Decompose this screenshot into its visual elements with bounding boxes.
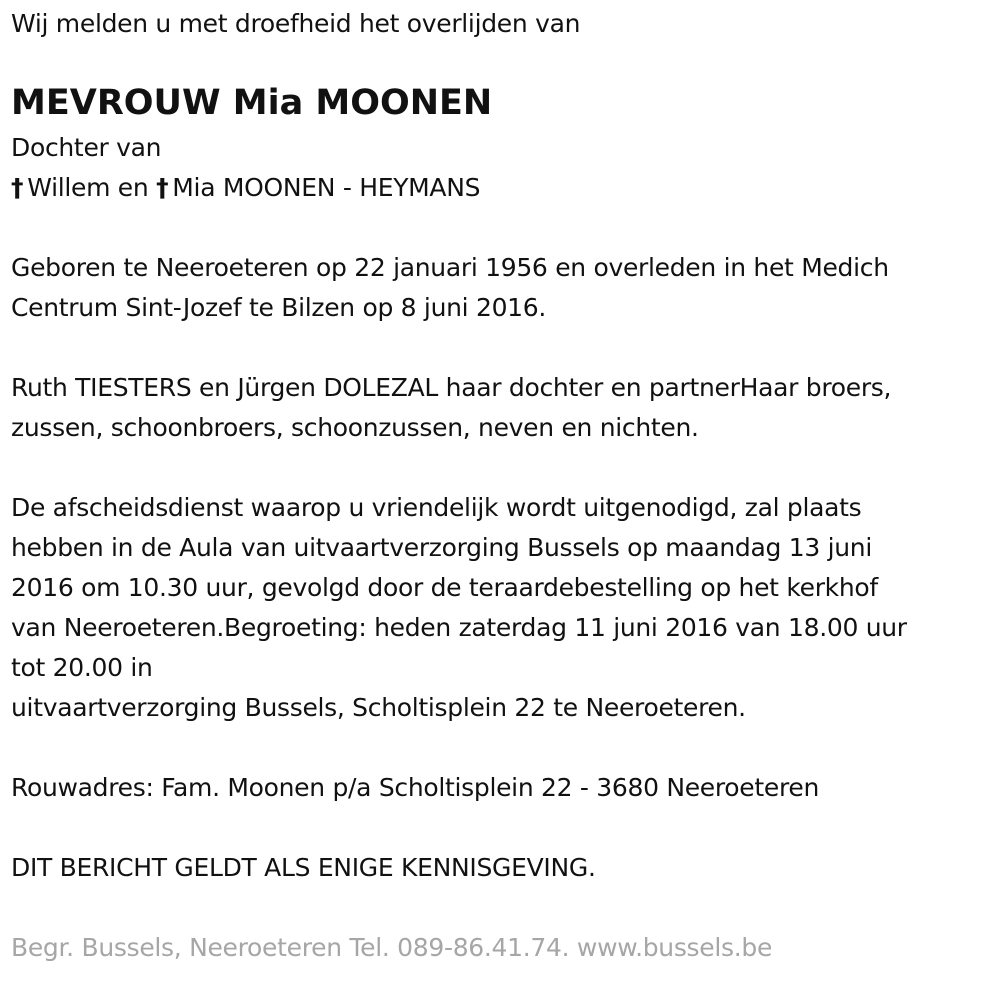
parents-line [11,168,991,208]
birth-death-line: Geboren te Neeroeteren op 22 januari 1956 en overleden in het Medich [11,253,889,282]
deceased-name: MEVROUW Mia MOONEN [11,83,493,123]
service-line: hebben in de Aula van uitvaartverzorging Bussels op maandag 13 juni [11,533,872,562]
service-line: tot 20.00 in [11,653,153,682]
service-line: 2016 om 10.30 uur, gevolgd door de teraardebestelling op het kerkhof [11,573,878,602]
funeral-home-footer: Begr. Bussels, Neeroeteren Tel. 089-86.41.74. www.bussels.be [11,933,773,962]
family-line: Ruth TIESTERS en Jürgen DOLEZAL haar dochter en partnerHaar broers, [11,373,892,402]
mother-name: Mia MOONEN - HEYMANS [172,173,481,202]
cross-icon: † [11,173,24,202]
father-name: Willem en [27,173,149,202]
intro-text: Wij melden u met droefheid het overlijden van [11,9,581,38]
mourning-address: Rouwadres: Fam. Moonen p/a Scholtisplein 22 - 3680 Neeroeteren [11,773,820,802]
family-line: zussen, schoonbroers, schoonzussen, neven en nichten. [11,413,699,442]
service-line: uitvaartverzorging Bussels, Scholtisplein 22 te Neeroeteren. [11,693,746,722]
service-line: De afscheidsdienst waarop u vriendelijk wordt uitgenodigd, zal plaats [11,493,862,522]
birth-death-line: Centrum Sint-Jozef te Bilzen op 8 juni 2016. [11,293,547,322]
service-line: van Neeroeteren.Begroeting: heden zaterdag 11 juni 2016 van 18.00 uur [11,613,907,642]
obituary-notice [11,0,991,968]
daughter-of-text: Dochter van [11,133,162,162]
notice-text: DIT BERICHT GELDT ALS ENIGE KENNISGEVING. [11,853,596,882]
cross-icon: † [156,173,169,202]
